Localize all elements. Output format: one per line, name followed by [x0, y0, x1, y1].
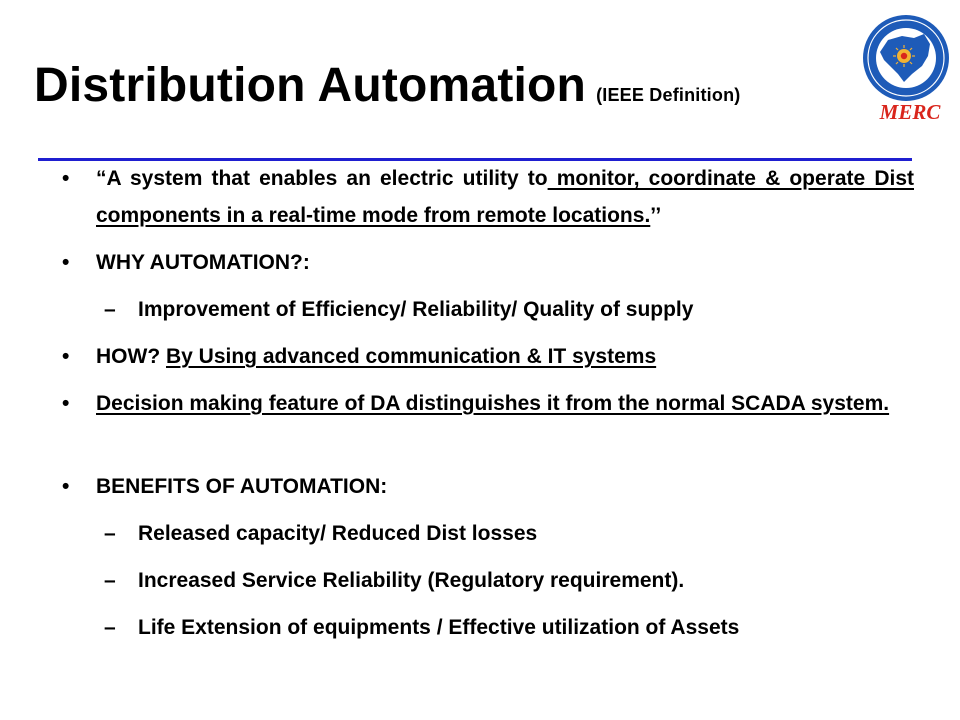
merc-logo-icon	[858, 12, 954, 124]
benefit-text: Increased Service Reliability (Regulatory requirement).	[138, 569, 685, 592]
bullet-definition	[62, 160, 914, 234]
benefit-item	[62, 609, 914, 646]
why-label: WHY AUTOMATION?:	[96, 251, 310, 274]
dash-marker: –	[104, 522, 116, 545]
bullet-how	[62, 338, 914, 375]
definition-lead: A system that enables an electric utility to	[106, 167, 548, 190]
benefit-text: Released capacity/ Reduced Dist losses	[138, 522, 538, 545]
slide-body	[62, 160, 914, 646]
benefit-text: Life Extension of equipments / Effective utilization of Assets	[138, 616, 740, 639]
definition-close-quote: ’’	[650, 204, 662, 227]
benefit-item	[62, 562, 914, 599]
benefit-item	[62, 515, 914, 552]
decision-underlined: Decision making feature of DA distinguishes it from the normal SCADA system.	[96, 392, 890, 415]
how-underlined: By Using advanced communication & IT systems	[166, 345, 657, 368]
title-note: (IEEE Definition)	[596, 85, 741, 105]
why-subitem	[62, 291, 914, 328]
how-label: HOW?	[96, 345, 161, 368]
definition-underlined: monitor, coordinate & operate Dist components in a real-time mode from remote locations.	[96, 167, 914, 227]
why-sub-text: Improvement of Efficiency/ Reliability/ Quality of supply	[138, 298, 694, 321]
bullet-benefits	[62, 468, 914, 505]
logo-text: MERC	[879, 100, 941, 124]
definition-open-quote: “	[96, 167, 107, 190]
bullet-decision	[62, 385, 914, 422]
benefits-label: BENEFITS OF AUTOMATION:	[96, 475, 388, 498]
dash-marker: –	[104, 616, 116, 639]
dash-marker: –	[104, 298, 116, 321]
slide-title	[34, 58, 740, 113]
title-main: Distribution Automation	[34, 59, 587, 112]
bullet-why	[62, 244, 914, 281]
dash-marker: –	[104, 569, 116, 592]
